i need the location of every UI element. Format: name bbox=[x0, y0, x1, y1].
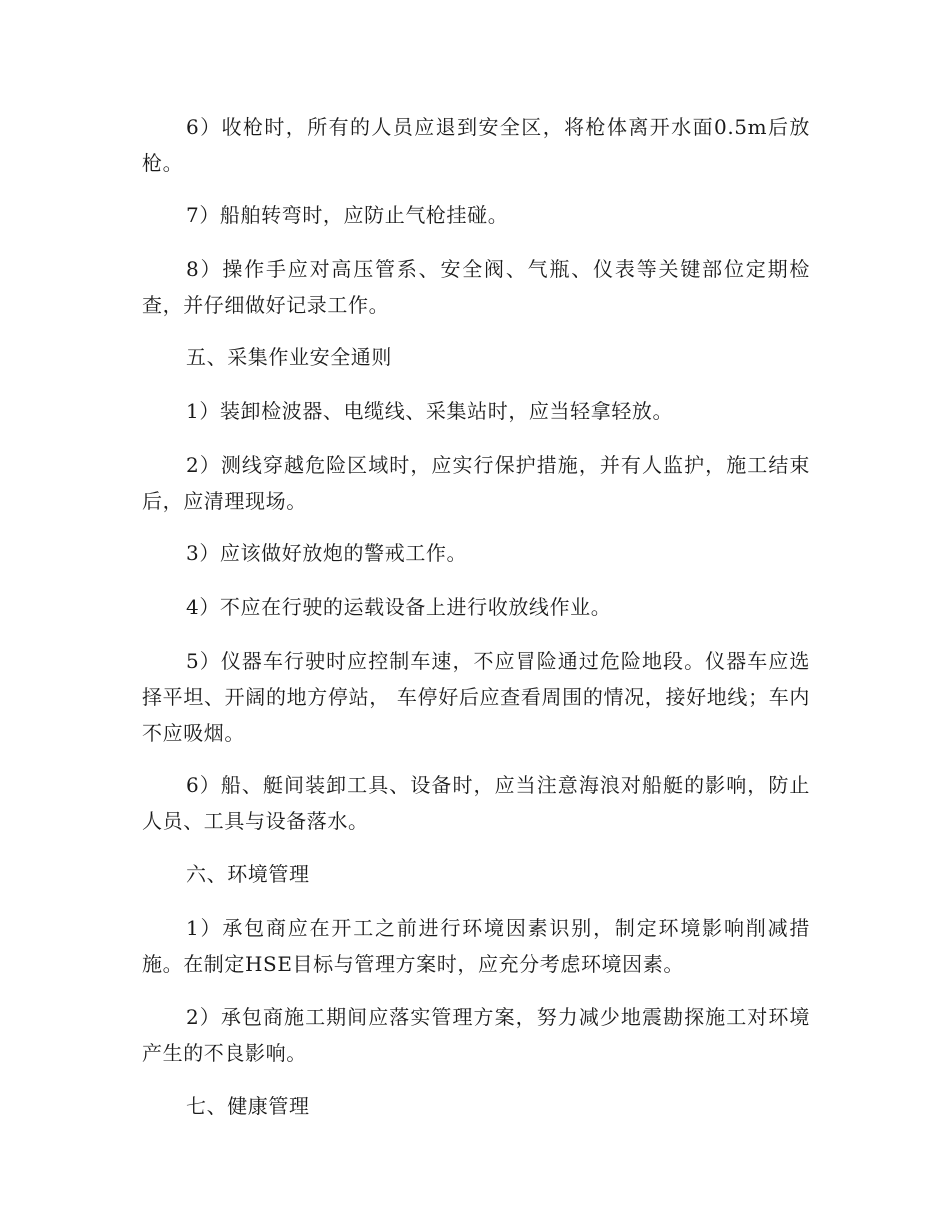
paragraph-boat-transfer: 6）船、艇间装卸工具、设备时，应当注意海浪对船艇的影响，防止人员、工具与设备落水。 bbox=[142, 773, 810, 833]
paragraph-gun-retrieval: 6）收枪时，所有的人员应退到安全区，将枪体离开水面0.5m后放枪。 bbox=[142, 115, 810, 175]
paragraph-instrument-truck: 5）仪器车行驶时应控制车速，不应冒险通过危险地段。仪器车应选择平坦、开阔的地方停站， 车停好后应查看周围的情况，接好地线；车内不应吸烟。 bbox=[142, 649, 810, 745]
section-heading-environment: 六、环境管理 bbox=[186, 862, 310, 886]
paragraph-survey-line-danger: 2）测线穿越危险区域时，应实行保护措施，并有人监护，施工结束后，应清理现场。 bbox=[142, 453, 810, 513]
section-heading-health: 七、健康管理 bbox=[186, 1094, 310, 1118]
paragraph-blasting-guard: 3）应该做好放炮的警戒工作。 bbox=[186, 541, 468, 565]
paragraph-loading-equipment: 1）装卸检波器、电缆线、采集站时，应当轻拿轻放。 bbox=[186, 399, 674, 423]
paragraph-environment-identification: 1）承包商应在开工之前进行环境因素识别，制定环境影响削减措施。在制定HSE目标与管理方案时，应充分考虑环境因素。 bbox=[142, 916, 810, 976]
paragraph-environment-implementation: 2）承包商施工期间应落实管理方案，努力减少地震勘探施工对环境产生的不良影响。 bbox=[142, 1005, 810, 1065]
paragraph-operator-inspection: 8）操作手应对高压管系、安全阀、气瓶、仪表等关键部位定期检查，并仔细做好记录工作。 bbox=[142, 257, 810, 317]
paragraph-cable-operations: 4）不应在行驶的运载设备上进行收放线作业。 bbox=[186, 595, 612, 619]
paragraph-ship-turning: 7）船舶转弯时，应防止气枪挂碰。 bbox=[186, 203, 509, 227]
section-heading-acquisition-safety: 五、采集作业安全通则 bbox=[186, 345, 392, 369]
